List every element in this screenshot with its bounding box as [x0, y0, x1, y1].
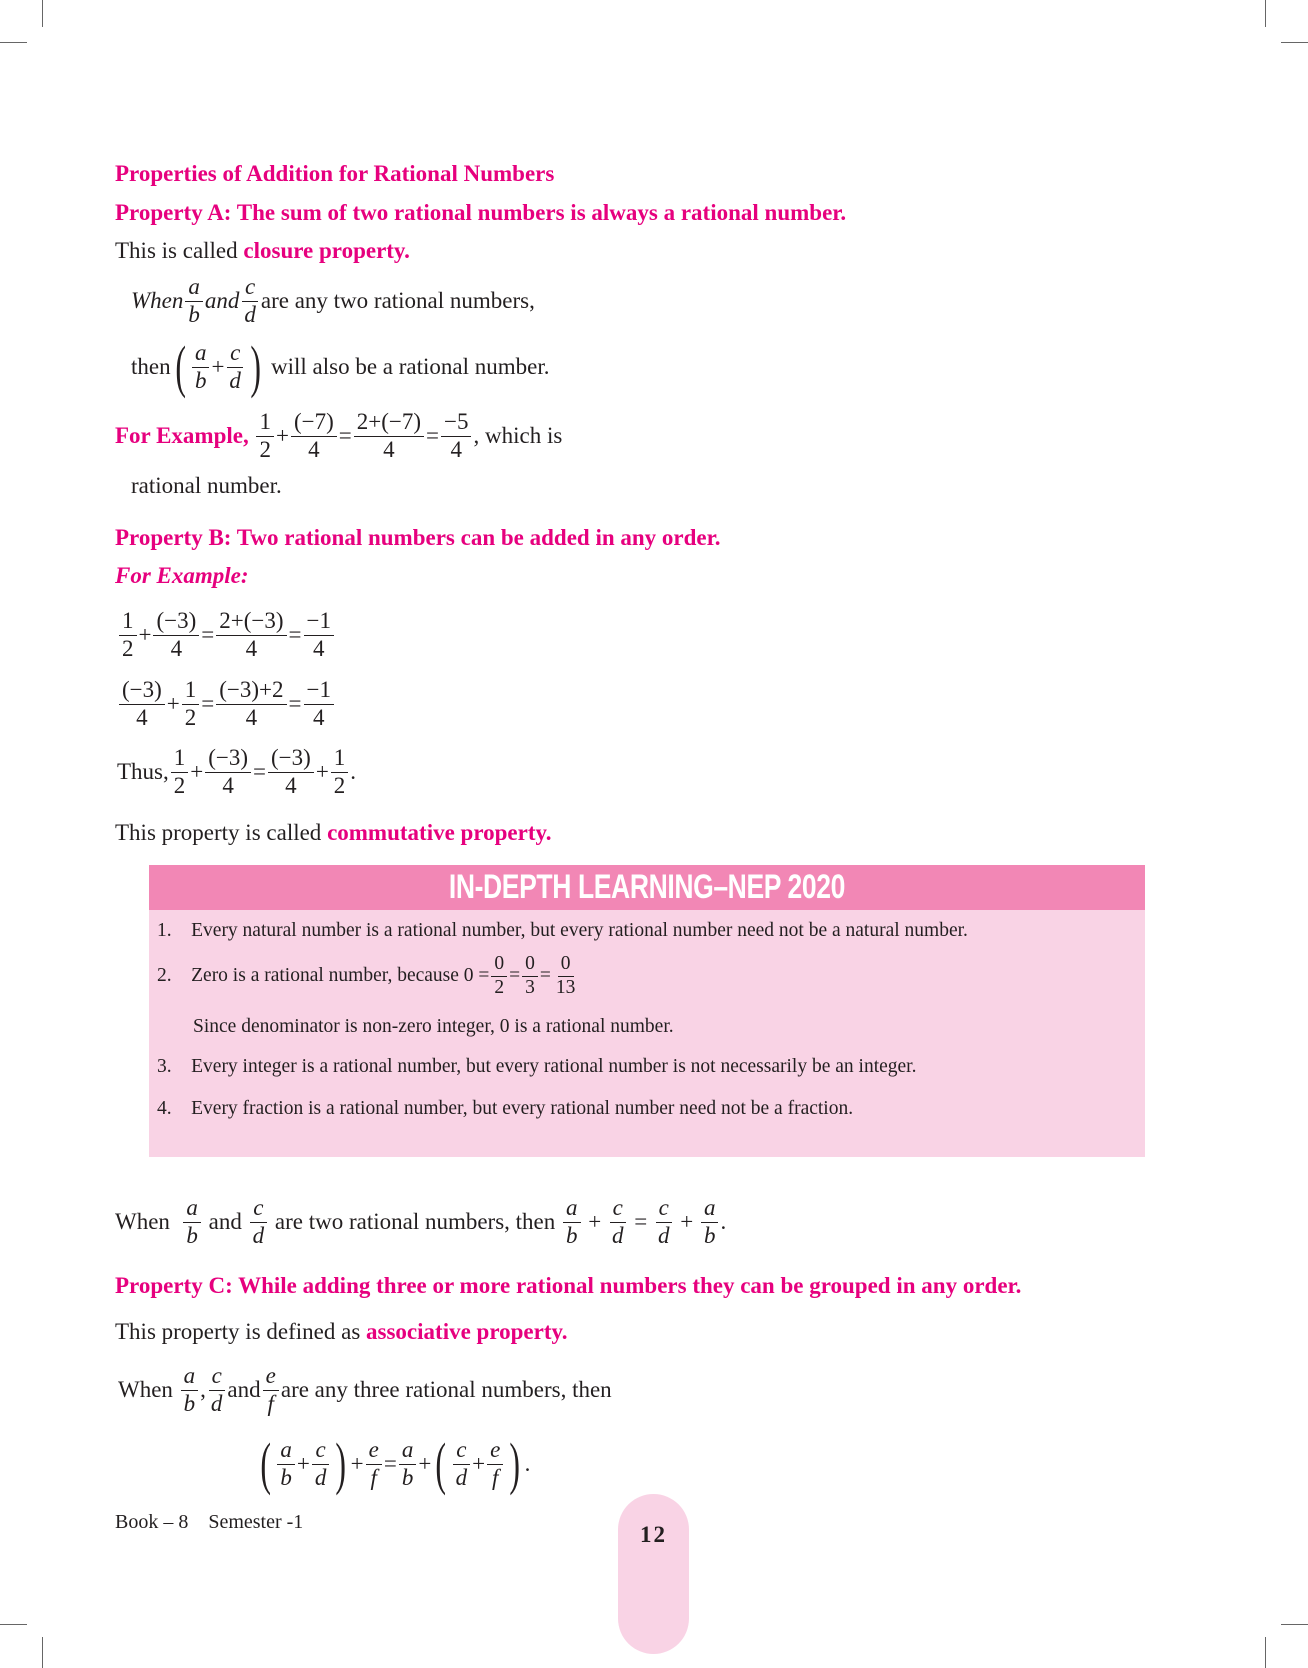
numerator: c [453, 1437, 469, 1464]
numerator: 0 [491, 953, 507, 976]
text-run: and [204, 288, 240, 313]
fraction [185, 274, 203, 328]
text-run: + [472, 1451, 486, 1476]
denominator: f [492, 1464, 499, 1490]
denominator: d [210, 1390, 223, 1416]
numerator: c [209, 1363, 225, 1390]
denominator: 2 [184, 704, 197, 730]
numerator: a [399, 1437, 417, 1464]
denominator: 2 [494, 976, 505, 998]
numerator: −1 [304, 677, 334, 704]
crop-mark [42, 0, 43, 27]
text-run: = [253, 759, 267, 784]
fraction [208, 1363, 226, 1417]
equation [117, 737, 356, 807]
numerator: (−7) [291, 409, 337, 436]
right-paren: ) [250, 334, 261, 399]
parenthesized-group [171, 334, 266, 399]
denominator: b [194, 367, 207, 393]
denominator: b [703, 1222, 716, 1248]
numerator: (−3) [119, 677, 165, 704]
text-run: Property C: While adding three or more rational numbers they can be grouped in any order. [115, 1273, 1022, 1298]
numerator: 1 [119, 608, 137, 635]
denominator: b [566, 1222, 578, 1248]
numerator: c [312, 1437, 328, 1464]
crop-mark [0, 42, 27, 43]
denominator: f [370, 1464, 377, 1490]
text-run: 1. Every natural number is a rational number, but every rational number need not be a natural number. [157, 920, 968, 941]
text-run: , [200, 1377, 206, 1402]
fraction [366, 1437, 382, 1491]
denominator: d [612, 1222, 624, 1248]
text-run: For Example, [115, 423, 255, 448]
fraction [216, 677, 286, 731]
text-run: = [288, 691, 302, 716]
denominator: 2 [333, 772, 346, 798]
parenthesized-group [431, 1431, 524, 1496]
fraction [119, 608, 137, 662]
denominator: d [314, 1464, 327, 1490]
text-run: = [383, 1451, 397, 1476]
text-run: = [288, 622, 302, 647]
text-run: + [166, 691, 180, 716]
numerator: c [610, 1195, 626, 1222]
fraction [331, 745, 349, 799]
numerator: 2+(−7) [354, 409, 424, 436]
fraction [226, 340, 244, 394]
right-paren: ) [335, 1431, 347, 1496]
denominator: 4 [308, 436, 320, 462]
denominator: d [455, 1464, 468, 1490]
crop-mark [1281, 1624, 1308, 1625]
box-title: IN-DEPTH LEARNING–NEP 2020 [448, 868, 846, 906]
denominator: b [401, 1464, 414, 1490]
numerator: a [701, 1195, 719, 1222]
numerator: 2+(−3) [216, 608, 286, 635]
denominator: 2 [173, 772, 186, 798]
numerator: a [181, 1363, 199, 1390]
text-run: = [539, 965, 551, 986]
right-paren: ) [509, 1431, 521, 1496]
denominator: 2 [259, 436, 271, 462]
fraction [205, 745, 251, 799]
fraction [609, 1195, 627, 1249]
box-item [157, 1074, 853, 1144]
text-run: , which is [473, 423, 563, 448]
denominator: d [229, 367, 241, 393]
equation [117, 600, 336, 670]
numerator: (−3) [268, 745, 314, 772]
fraction [263, 1363, 279, 1417]
fraction [183, 1195, 201, 1249]
text-run: = [201, 691, 215, 716]
text-run: are two rational numbers, then [269, 1209, 562, 1234]
text-run: When [131, 288, 184, 313]
numerator: a [192, 340, 210, 367]
fraction [153, 608, 199, 662]
numerator: −1 [304, 608, 334, 635]
in-depth-learning-box [149, 865, 1145, 1157]
text-run: and [202, 1209, 248, 1234]
text-run: closure property. [243, 238, 410, 263]
fraction [399, 1437, 417, 1491]
text-run: This is called [115, 238, 244, 263]
denominator: 4 [313, 704, 325, 730]
denominator: b [188, 301, 200, 327]
page-tab [618, 1494, 689, 1654]
text-run: . [524, 1451, 531, 1476]
denominator: b [183, 1390, 196, 1416]
numerator: a [563, 1195, 581, 1222]
denominator: f [267, 1390, 274, 1416]
denominator: 4 [170, 635, 183, 661]
numerator: 1 [171, 745, 189, 772]
fraction [312, 1437, 330, 1491]
numerator: a [183, 1195, 201, 1222]
commutative-general [115, 1187, 726, 1257]
numerator: e [366, 1437, 382, 1464]
fraction [304, 608, 334, 662]
commutative-text [115, 798, 551, 868]
numerator: a [277, 1437, 295, 1464]
text-run: commutative property. [327, 820, 552, 845]
denominator: 4 [245, 635, 258, 661]
closure-then [131, 332, 549, 402]
text-run: = [628, 1209, 653, 1234]
denominator: 4 [383, 436, 395, 462]
numerator: 0 [558, 953, 574, 976]
text-run: + [190, 759, 204, 784]
fraction [171, 745, 189, 799]
text-run: When [115, 1209, 182, 1234]
text-run: + [315, 759, 329, 784]
denominator: 4 [136, 704, 148, 730]
text-run: + [138, 622, 152, 647]
denominator: 3 [525, 976, 535, 998]
page-number: 12 [640, 1522, 667, 1547]
text-run: will also be a rational number. [265, 354, 550, 379]
text-run: then [131, 354, 171, 379]
fraction [453, 1437, 471, 1491]
numerator: a [185, 274, 203, 301]
closure-when [131, 266, 535, 336]
fraction [563, 1195, 581, 1249]
equation [117, 669, 336, 739]
text-run: Property A: The sum of two rational numbers is always a rational number. [115, 200, 847, 225]
text-run: 4. Every fraction is a rational number, but every rational number need not be a fraction. [157, 1098, 854, 1119]
left-paren: ( [174, 334, 186, 399]
crop-mark [1265, 0, 1266, 27]
fraction [250, 1195, 268, 1249]
numerator: (−3) [205, 745, 251, 772]
text-run: + [350, 1451, 364, 1476]
fraction [701, 1195, 719, 1249]
text-run: Thus, [117, 759, 169, 784]
denominator: 4 [313, 635, 325, 661]
text-run: and [227, 1377, 261, 1402]
text-run: = [338, 423, 352, 448]
fraction [441, 409, 471, 463]
fraction [655, 1195, 673, 1249]
numerator: e [487, 1437, 503, 1464]
crop-mark [1281, 42, 1308, 43]
text-run: = [201, 622, 215, 647]
numerator: e [263, 1363, 279, 1390]
text-run: 3. Every integer is a rational number, but every rational number is not necessarily be an integer. [157, 1056, 917, 1077]
denominator: 2 [122, 635, 134, 661]
text-run: + [296, 1451, 310, 1476]
numerator: c [242, 274, 258, 301]
text-run: + [418, 1451, 432, 1476]
crop-mark [42, 1637, 43, 1668]
text-run: . [350, 759, 357, 784]
denominator: d [244, 301, 256, 327]
numerator: −5 [441, 409, 471, 436]
associative-when [118, 1355, 612, 1425]
numerator: (−3)+2 [216, 677, 286, 704]
text-run: are any two rational numbers, [260, 288, 535, 313]
text-run: are any three rational numbers, then [280, 1377, 612, 1402]
text-run: 2. Zero is a rational number, because 0 = [157, 965, 490, 986]
text-run: rational number. [131, 473, 282, 498]
numerator: c [656, 1195, 672, 1222]
fraction [181, 1363, 199, 1417]
text-run: For Example: [115, 563, 249, 588]
text-run: = [426, 423, 439, 448]
denominator: 4 [245, 704, 258, 730]
denominator: d [252, 1222, 265, 1248]
denominator: d [658, 1222, 670, 1248]
numerator: 0 [522, 953, 538, 976]
fraction [304, 677, 334, 731]
footer-book: Book – 8 Semester -1 [115, 1510, 304, 1533]
fraction [192, 340, 210, 394]
denominator: 4 [285, 772, 297, 798]
fraction [291, 409, 337, 463]
text-run: . [720, 1209, 727, 1234]
text-run: associative property. [366, 1319, 568, 1344]
text-run: Property B: Two rational numbers can be added in any order. [115, 525, 721, 550]
parenthesized-group [256, 1431, 351, 1496]
text-run: This property is defined as [115, 1319, 367, 1344]
numerator: 1 [331, 745, 349, 772]
text-run: + [275, 423, 289, 448]
left-paren: ( [260, 1431, 271, 1496]
text-run: Since denominator is non-zero integer, 0 is a rational number. [193, 1016, 674, 1037]
crop-mark [0, 1624, 27, 1625]
fraction [216, 608, 286, 662]
denominator: 13 [555, 976, 576, 998]
section-heading: Properties of Addition for Rational Numbers [115, 161, 555, 186]
fraction [241, 274, 259, 328]
fraction [277, 1437, 295, 1491]
numerator: (−3) [153, 608, 199, 635]
text-run: + [582, 1209, 608, 1234]
text-run: + [674, 1209, 699, 1234]
fraction [354, 409, 424, 463]
fraction [487, 1437, 503, 1491]
fraction [268, 745, 314, 799]
denominator: 4 [450, 436, 462, 462]
text-run: When [118, 1377, 179, 1402]
numerator: 1 [256, 409, 274, 436]
left-paren: ( [435, 1431, 447, 1496]
numerator: c [227, 340, 243, 367]
denominator: b [280, 1464, 292, 1490]
denominator: 4 [222, 772, 234, 798]
numerator: 1 [182, 677, 200, 704]
denominator: b [186, 1222, 198, 1248]
text-run: = [509, 965, 521, 986]
numerator: c [250, 1195, 266, 1222]
fraction [119, 677, 165, 731]
text-run: + [211, 354, 225, 379]
crop-mark [1265, 1637, 1266, 1668]
text-run: This property is called [115, 820, 328, 845]
fraction [182, 677, 200, 731]
